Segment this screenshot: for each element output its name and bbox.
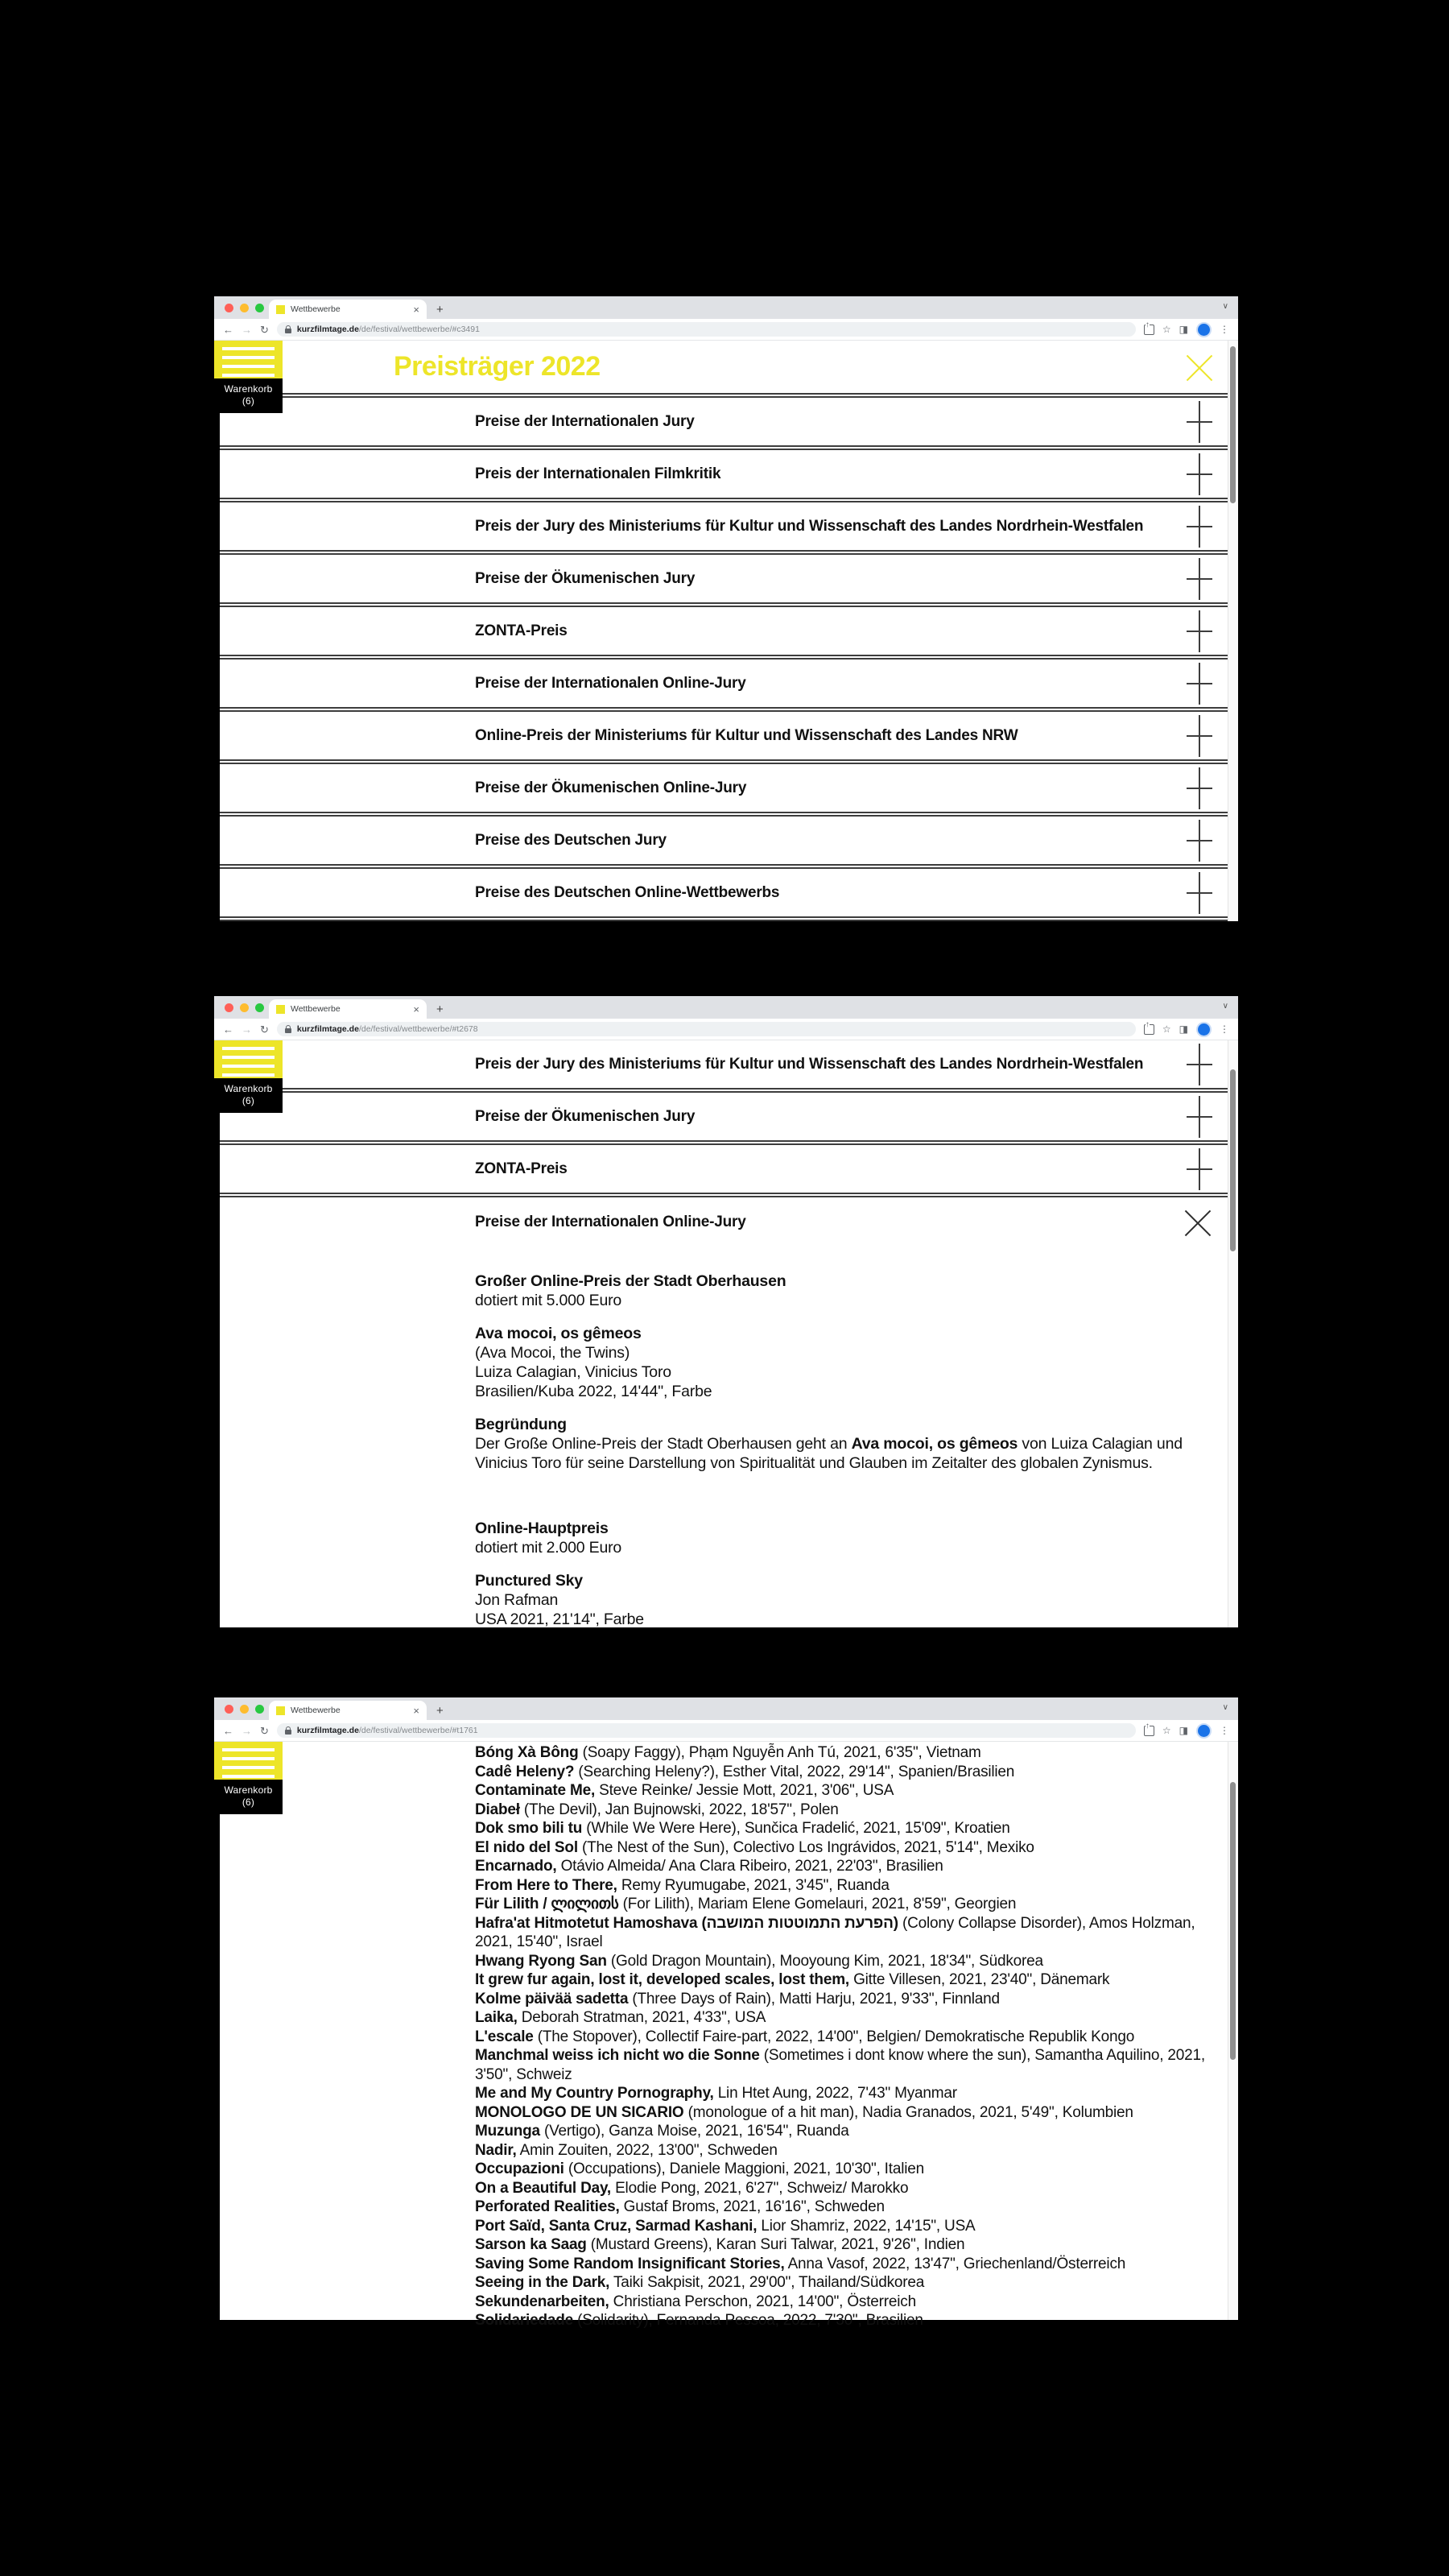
accordion-label: Preise der Internationalen Online-Jury <box>475 674 746 692</box>
text-segment: Diabeł <box>475 1801 520 1818</box>
sidebar-strip <box>214 1040 220 1627</box>
text-line <box>475 1781 1217 1801</box>
url-bar[interactable] <box>277 322 1136 337</box>
text-segment: (Three Days of Rain), Matti Harju, 2021, 9'33", Finnland <box>628 1990 1000 2007</box>
text-line <box>475 2160 1217 2179</box>
text-segment: Occupazioni <box>475 2160 564 2177</box>
text-line <box>475 1763 1217 1782</box>
collapse-x-icon[interactable] <box>1183 1208 1212 1237</box>
tab-title: Wettbewerbe <box>291 304 341 314</box>
text-segment: Encarnado, <box>475 1858 557 1875</box>
accordion-row[interactable] <box>214 660 1238 707</box>
sidebar-icon[interactable]: ◨ <box>1179 324 1188 335</box>
text-segment: Jon Rafman <box>475 1591 559 1609</box>
text-segment: It grew fur again, lost it, developed scales, lost them, <box>475 1971 849 1988</box>
kurzfilmtage-logo[interactable] <box>214 341 283 413</box>
accordion-label: Preise der Internationalen Jury <box>475 412 695 430</box>
url-path: /de/festival/wettbewerbe/#t2678 <box>358 1024 478 1034</box>
tab-close-icon[interactable]: × <box>413 1003 419 1015</box>
cart-button[interactable] <box>214 378 283 413</box>
cart-label: Warenkorb <box>224 1784 273 1796</box>
favicon-icon <box>276 305 285 314</box>
scrollbar-track[interactable] <box>1228 1040 1238 1627</box>
text-line <box>475 1434 1225 1473</box>
text-segment: Lin Htet Aung, 2022, 7'43" Myanmar <box>713 2085 957 2102</box>
new-tab-button[interactable]: + <box>436 1704 444 1718</box>
reload-button[interactable]: ↻ <box>260 323 269 336</box>
plus-icon[interactable] <box>1185 610 1214 652</box>
text-line <box>475 1801 1217 1820</box>
text-line <box>475 1838 1217 1858</box>
accordion-item <box>214 817 1238 869</box>
text-line <box>475 1895 1217 1914</box>
accordion-label: Preis der Jury des Ministeriums für Kultur und Wissenschaft des Landes Nordrhein-Westfalen <box>475 1055 1144 1073</box>
accordion-label: Preise der Internationalen Online-Jury <box>475 1214 746 1230</box>
scrollbar-track[interactable] <box>1228 341 1238 921</box>
text-segment: (The Nest of the Sun), Colectivo Los Ingrávidos, 2021, 5'14", Mexiko <box>577 1838 1034 1856</box>
profile-avatar[interactable] <box>1196 1022 1212 1037</box>
tab-chevron-icon[interactable]: ∨ <box>1222 1703 1228 1712</box>
text-line <box>475 1970 1217 1990</box>
text-segment: USA 2021, 21'14", Farbe <box>475 1611 644 1628</box>
accordion-row[interactable] <box>214 817 1238 864</box>
text-segment: Ava mocoi, os gêmeos <box>851 1435 1018 1453</box>
sidebar-icon[interactable]: ◨ <box>1179 1725 1188 1736</box>
zoom-window-button[interactable] <box>255 1705 264 1714</box>
accordion-label: Preise der Ökumenischen Jury <box>475 1107 696 1125</box>
accordion-item <box>214 712 1238 764</box>
text-segment: Großer Online-Preis der Stadt Oberhausen <box>475 1272 786 1290</box>
tab-close-icon[interactable]: × <box>413 1704 419 1717</box>
close-overlay-icon[interactable] <box>1185 353 1214 382</box>
text-line <box>475 1914 1217 1952</box>
text-line <box>475 2103 1217 2123</box>
browser-window-expanded-award <box>214 996 1238 1627</box>
lock-icon <box>285 1028 291 1033</box>
text-segment: Muzunga <box>475 2123 540 2140</box>
text-line <box>475 2217 1217 2236</box>
tab-title: Wettbewerbe <box>291 1004 341 1014</box>
reload-button[interactable]: ↻ <box>260 1023 269 1036</box>
profile-avatar[interactable] <box>1196 1723 1212 1739</box>
back-button[interactable]: ← <box>223 323 233 336</box>
text-line <box>475 1362 1225 1382</box>
back-button[interactable]: ← <box>223 1023 233 1036</box>
text-segment: Port Saïd, Santa Cruz, Sarmad Kashani, <box>475 2217 758 2235</box>
page-content <box>214 1742 1238 2329</box>
text-line <box>475 1743 1217 1763</box>
close-window-button[interactable] <box>225 1705 233 1714</box>
text-segment: MONOLOGO DE UN SICARIO <box>475 2103 684 2121</box>
text-segment: Punctured Sky <box>475 1572 583 1590</box>
text-segment: Laika, <box>475 2009 518 2026</box>
browser-tab[interactable] <box>269 300 427 319</box>
accordion-list <box>214 1040 1238 1197</box>
scrollbar-thumb[interactable] <box>1230 346 1236 503</box>
text-segment: Bóng Xà Bông <box>475 1744 579 1761</box>
text-segment: L'escale <box>475 2028 534 2045</box>
text-line <box>475 1382 1225 1401</box>
tab-strip <box>214 996 1238 1019</box>
plus-icon[interactable] <box>1185 767 1214 809</box>
text-line <box>475 1819 1217 1838</box>
text-line <box>475 2198 1217 2217</box>
accordion-row[interactable] <box>214 1093 1238 1140</box>
accordion-label: Preise des Deutschen Jury <box>475 831 667 849</box>
share-icon[interactable] <box>1144 1024 1154 1035</box>
text-segment: On a Beautiful Day, <box>475 2179 611 2197</box>
text-line <box>475 1415 1225 1434</box>
plus-icon[interactable] <box>1185 1044 1214 1085</box>
browser-tab[interactable] <box>269 999 427 1019</box>
url-path: /de/festival/wettbewerbe/#t1761 <box>358 1726 478 1735</box>
text-segment: Lior Shamriz, 2022, 14'15", USA <box>757 2217 976 2235</box>
text-segment: Seeing in the Dark, <box>475 2274 610 2291</box>
cart-count: (6) <box>242 395 255 407</box>
sidebar-strip <box>214 341 220 921</box>
url-path: /de/festival/wettbewerbe/#c3491 <box>358 325 480 334</box>
accordion-row[interactable] <box>214 1040 1238 1088</box>
text-line <box>475 2008 1217 2028</box>
plus-icon[interactable] <box>1185 872 1214 914</box>
text-line <box>475 2235 1217 2255</box>
text-segment: (Ava Mocoi, the Twins) <box>475 1344 630 1362</box>
accordion-item <box>214 398 1238 450</box>
window-controls <box>225 1705 264 1714</box>
browser-toolbar <box>214 1019 1238 1040</box>
text-line <box>475 1519 1225 1538</box>
bookmark-star-icon[interactable]: ☆ <box>1162 324 1171 335</box>
text-line <box>475 1291 1225 1310</box>
forward-button[interactable]: → <box>242 1023 252 1036</box>
text-line <box>475 2028 1217 2047</box>
text-segment: Me and My Country Pornography, <box>475 2085 714 2102</box>
sidebar-strip <box>214 1742 220 2320</box>
accordion-row[interactable] <box>214 607 1238 655</box>
cart-count: (6) <box>242 1797 255 1808</box>
share-icon[interactable] <box>1144 1726 1154 1736</box>
text-segment: Dok smo bili tu <box>475 1820 583 1837</box>
text-segment: Begründung <box>475 1416 567 1433</box>
text-segment: Hwang Ryong San <box>475 1952 607 1970</box>
tab-chevron-icon[interactable]: ∨ <box>1222 1002 1228 1011</box>
url-domain: kurzfilmtage.de <box>296 325 359 334</box>
window-controls <box>225 1003 264 1012</box>
plus-icon[interactable] <box>1185 1148 1214 1190</box>
forward-button[interactable]: → <box>242 323 252 336</box>
text-segment: dotiert mit 5.000 Euro <box>475 1292 622 1309</box>
scrollbar-thumb[interactable] <box>1230 1782 1236 2060</box>
profile-avatar[interactable] <box>1196 322 1212 337</box>
logo-icon <box>214 341 283 378</box>
lock-icon <box>285 1730 291 1735</box>
text-segment: (Sometimes i dont know where the sun), Samantha Aquilino, 2021, 3'50", Schweiz <box>475 2047 1205 2083</box>
page-title: Preisträger 2022 <box>394 351 601 382</box>
plus-icon[interactable] <box>1185 715 1214 757</box>
cart-button[interactable] <box>214 1078 283 1113</box>
lock-icon <box>285 329 291 333</box>
text-segment: (For Lilith), Mariam Elene Gomelauri, 2021, 8'59", Georgien <box>618 1896 1017 1912</box>
film-list <box>214 1742 1238 2330</box>
accordion-item <box>214 869 1238 921</box>
page-content <box>214 341 1238 921</box>
menu-dots-icon[interactable]: ⋮ <box>1220 1023 1229 1035</box>
text-line <box>475 2273 1217 2293</box>
url-domain: kurzfilmtage.de <box>296 1024 359 1034</box>
text-line <box>475 1343 1225 1362</box>
browser-window-overview <box>214 296 1238 920</box>
logo-icon <box>214 1040 283 1078</box>
accordion-item <box>214 502 1238 555</box>
text-segment: Perforated Realities, <box>475 2198 620 2215</box>
text-segment: Hafra'at Hitmotetut Hamoshava (הפרעת התמוטטות המושבה) <box>475 1914 898 1932</box>
accordion-row[interactable] <box>214 1145 1238 1193</box>
text-segment: Gustaf Broms, 2021, 16'16", Schweden <box>619 2198 885 2215</box>
plus-icon[interactable] <box>1185 663 1214 705</box>
bookmark-star-icon[interactable]: ☆ <box>1162 1023 1171 1035</box>
text-line <box>475 1590 1225 1610</box>
logo-icon <box>214 1742 283 1780</box>
accordion-label: Preis der Internationalen Filmkritik <box>475 465 721 482</box>
text-line <box>475 2141 1217 2160</box>
accordion-list <box>214 398 1238 921</box>
text-segment: Brasilien/Kuba 2022, 14'44", Farbe <box>475 1383 712 1400</box>
divider <box>214 916 1238 921</box>
text-line <box>475 2293 1217 2312</box>
text-segment: Anna Vasof, 2022, 13'47", Griechenland/Österreich <box>784 2255 1126 2272</box>
text-segment: (Gold Dragon Mountain), Mooyoung Kim, 2021, 18'34", Südkorea <box>606 1952 1043 1970</box>
kurzfilmtage-logo[interactable] <box>214 1040 283 1113</box>
tab-strip <box>214 1697 1238 1720</box>
text-segment: Online-Hauptpreis <box>475 1520 609 1537</box>
text-segment: Contaminate Me, <box>475 1782 596 1799</box>
text-segment: (Mustard Greens), Karan Suri Talwar, 2021, 9'26", Indien <box>586 2236 965 2253</box>
text-segment: Amin Zouiten, 2022, 13'00", Schweden <box>516 2141 778 2159</box>
accordion-row[interactable] <box>214 502 1238 550</box>
accordion-item <box>214 555 1238 607</box>
browser-window-film-list <box>214 1697 1238 2329</box>
browser-tab[interactable] <box>269 1701 427 1720</box>
text-segment: Luiza Calagian, Vinicius Toro <box>475 1363 671 1381</box>
text-line <box>475 2255 1217 2274</box>
tab-chevron-icon[interactable]: ∨ <box>1222 302 1228 311</box>
text-segment: (monologue of a hit man), Nadia Granados, 2021, 5'49", Kolumbien <box>683 2103 1133 2121</box>
text-line <box>475 1857 1217 1876</box>
text-segment: Sarson ka Saag <box>475 2236 587 2253</box>
minimize-window-button[interactable] <box>240 1705 249 1714</box>
back-button[interactable]: ← <box>223 1724 233 1737</box>
text-segment: Deborah Stratman, 2021, 4'33", USA <box>517 2009 766 2026</box>
text-segment: Solidariedade <box>475 2312 573 2329</box>
text-segment: (The Stopover), Collectif Faire-part, 2022, 14'00", Belgien/ Demokratische Republik Kongo <box>533 2028 1135 2045</box>
accordion-row-expanded[interactable] <box>214 1197 1238 1247</box>
text-segment: (While We Were Here), Sunčica Fradelić, 2021, 15'09", Kroatien <box>582 1820 1010 1837</box>
accordion-item <box>214 1145 1238 1197</box>
text-line <box>475 1610 1225 1629</box>
cart-label: Warenkorb <box>224 383 273 395</box>
text-line <box>475 1538 1225 1557</box>
accordion-label: Preise der Ökumenischen Online-Jury <box>475 779 747 796</box>
text-segment: Steve Reinke/ Jessie Mott, 2021, 3'06", USA <box>595 1782 894 1799</box>
cart-button[interactable] <box>214 1780 283 1814</box>
menu-dots-icon[interactable]: ⋮ <box>1220 324 1229 335</box>
text-segment: (Searching Heleny?), Esther Vital, 2022, 29'14", Spanien/Brasilien <box>574 1763 1015 1780</box>
overlay-header <box>214 341 1238 393</box>
page-content <box>214 1040 1238 1627</box>
accordion-label: ZONTA-Preis <box>475 622 568 639</box>
accordion-label: Preise der Ökumenischen Jury <box>475 569 696 587</box>
browser-toolbar <box>214 1720 1238 1742</box>
accordion-row[interactable] <box>214 450 1238 498</box>
plus-icon[interactable] <box>1185 453 1214 495</box>
accordion-row[interactable] <box>214 869 1238 916</box>
text-segment: Taiki Sakpisit, 2021, 29'00", Thailand/Südkorea <box>609 2274 925 2291</box>
text-segment: Cadê Heleny? <box>475 1763 575 1780</box>
browser-toolbar <box>214 319 1238 341</box>
plus-icon[interactable] <box>1185 401 1214 443</box>
plus-icon[interactable] <box>1185 820 1214 862</box>
text-segment: (Colony Collapse Disorder), Amos Holzman, 2021, 15'40", Israel <box>475 1914 1195 1950</box>
text-segment: Saving Some Random Insignificant Stories, <box>475 2255 785 2272</box>
accordion-label: Preis der Jury des Ministeriums für Kultur und Wissenschaft des Landes Nordrhein-Westfalen <box>475 517 1144 535</box>
text-segment: (Vertigo), Ganza Moise, 2021, 16'54", Ruanda <box>539 2123 849 2140</box>
close-window-button[interactable] <box>225 1003 233 1012</box>
new-tab-button[interactable]: + <box>436 303 444 316</box>
text-line <box>475 2084 1217 2103</box>
text-segment: Ava mocoi, os gêmeos <box>475 1325 642 1342</box>
text-segment: Otávio Almeida/ Ana Clara Ribeiro, 2021, 22'03", Brasilien <box>556 1858 943 1875</box>
text-segment: El nido del Sol <box>475 1838 578 1856</box>
minimize-window-button[interactable] <box>240 304 249 312</box>
cart-count: (6) <box>242 1095 255 1106</box>
url-bar[interactable] <box>277 1723 1136 1738</box>
text-line <box>475 1952 1217 1971</box>
text-line <box>475 2179 1217 2198</box>
plus-icon[interactable] <box>1185 1096 1214 1138</box>
menu-dots-icon[interactable]: ⋮ <box>1220 1725 1229 1736</box>
accordion-label: Online-Preis der Ministeriums für Kultur und Wissenschaft des Landes NRW <box>475 726 1018 744</box>
accordion-row[interactable] <box>214 555 1238 602</box>
text-segment: dotiert mit 2.000 Euro <box>475 1539 622 1557</box>
text-segment: Gitte Villesen, 2021, 23'40", Dänemark <box>848 1971 1110 1988</box>
text-line <box>475 2311 1217 2330</box>
text-segment: (Occupations), Daniele Maggioni, 2021, 10'30", Italien <box>564 2160 924 2177</box>
url-bar[interactable] <box>277 1022 1136 1036</box>
text-segment: From Here to There, <box>475 1876 617 1894</box>
kurzfilmtage-logo[interactable] <box>214 1742 283 1814</box>
accordion-label: ZONTA-Preis <box>475 1160 568 1177</box>
forward-button[interactable]: → <box>242 1724 252 1737</box>
accordion-item <box>214 764 1238 817</box>
new-tab-button[interactable]: + <box>436 1003 444 1016</box>
scrollbar-thumb[interactable] <box>1230 1069 1236 1251</box>
text-line <box>475 1571 1225 1590</box>
tab-strip <box>214 296 1238 319</box>
share-icon[interactable] <box>1144 325 1154 335</box>
favicon-icon <box>276 1706 285 1715</box>
text-line <box>475 1271 1225 1291</box>
text-segment: Der Große Online-Preis der Stadt Oberhausen geht an <box>475 1435 852 1453</box>
close-window-button[interactable] <box>225 304 233 312</box>
zoom-window-button[interactable] <box>255 1003 264 1012</box>
bookmark-star-icon[interactable]: ☆ <box>1162 1725 1171 1736</box>
scrollbar-track[interactable] <box>1228 1742 1238 2320</box>
zoom-window-button[interactable] <box>255 304 264 312</box>
text-segment: von Luiza Calagian und Vinicius Toro für seine Darstellung von Spiritualität und Glauben im Zeitalter des globalen Zynismus. <box>475 1435 1183 1472</box>
text-segment: (The Devil), Jan Bujnowski, 2022, 18'57", Polen <box>519 1801 839 1818</box>
accordion-label: Preise des Deutschen Online-Wettbewerbs <box>475 883 780 901</box>
text-line <box>475 2122 1217 2141</box>
accordion-row[interactable] <box>214 712 1238 759</box>
favicon-icon <box>276 1005 285 1014</box>
text-segment: Elodie Pong, 2021, 6'27", Schweiz/ Marokko <box>611 2179 909 2197</box>
accordion-item <box>214 660 1238 712</box>
accordion-item <box>214 1093 1238 1145</box>
minimize-window-button[interactable] <box>240 1003 249 1012</box>
text-segment: Nadir, <box>475 2141 517 2159</box>
plus-icon[interactable] <box>1185 506 1214 548</box>
text-line <box>475 2046 1217 2084</box>
text-line <box>475 1324 1225 1343</box>
cart-label: Warenkorb <box>224 1083 273 1094</box>
reload-button[interactable]: ↻ <box>260 1724 269 1737</box>
text-segment: Remy Ryumugabe, 2021, 3'45", Ruanda <box>617 1876 890 1894</box>
text-segment: Manchmal weiss ich nicht wo die Sonne <box>475 2047 760 2064</box>
text-segment: Kolme päivää sadetta <box>475 1990 629 2007</box>
tab-close-icon[interactable]: × <box>413 303 419 316</box>
window-controls <box>225 304 264 312</box>
accordion-row[interactable] <box>214 764 1238 812</box>
text-segment: (Solidarity), Fernanda Pessoa, 2022, 7'30", Brasilien <box>573 2312 923 2329</box>
text-segment: Sekundenarbeiten, <box>475 2293 609 2310</box>
accordion-row[interactable] <box>214 398 1238 445</box>
accordion-item <box>214 450 1238 502</box>
text-line <box>475 1990 1217 2009</box>
text-segment: (Soapy Faggy), Phạm Nguyễn Anh Tú, 2021, 6'35", Vietnam <box>578 1744 981 1761</box>
text-segment: Christiana Perschon, 2021, 14'00", Österreich <box>609 2293 916 2310</box>
text-line <box>475 1876 1217 1896</box>
award-text-block <box>214 1271 1238 1629</box>
accordion-item <box>214 607 1238 660</box>
text-segment: Für Lilith / ლილითს <box>475 1896 619 1912</box>
sidebar-icon[interactable]: ◨ <box>1179 1023 1188 1035</box>
tab-title: Wettbewerbe <box>291 1706 341 1715</box>
accordion-item <box>214 1040 1238 1093</box>
url-domain: kurzfilmtage.de <box>296 1726 359 1735</box>
plus-icon[interactable] <box>1185 558 1214 600</box>
